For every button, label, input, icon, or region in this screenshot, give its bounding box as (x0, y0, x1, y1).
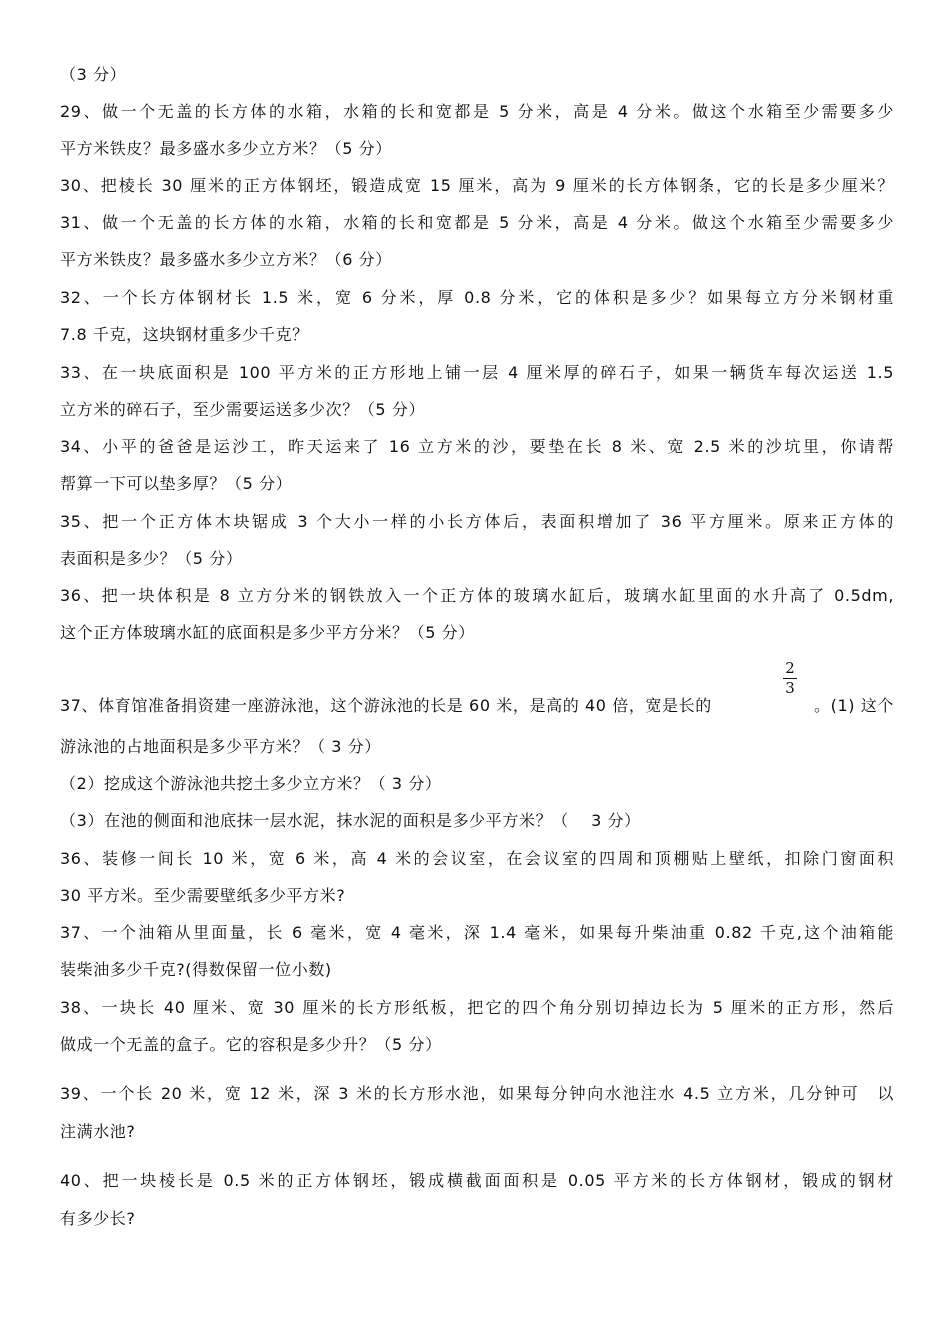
text-line: 38、一块长 40 厘米、宽 30 厘米的长方形纸板，把它的四个角分别切掉边长为 5 厘米的正方形，然后 (60, 998, 894, 1017)
text-line: 30、把棱长 30 厘米的正方体钢坯，锻造成宽 15 厘米，高为 9 厘米的长方体钢条，它的长是多少厘米？ (60, 176, 894, 195)
text-line: 装柴油多少千克?(得数保留一位小数) (60, 960, 332, 979)
fraction-denominator: 3 (785, 679, 795, 697)
text-line: 7.8 千克，这块钢材重多少千克？ (60, 325, 309, 344)
text-line: 30 平方米。至少需要壁纸多少平方米? (60, 886, 346, 905)
text-line: 这个正方体玻璃水缸的底面积是多少平方分米？（5 分） (60, 623, 475, 642)
text-line: 有多少长? (60, 1209, 136, 1228)
text-line: 31、做一个无盖的长方体的水箱，水箱的长和宽都是 5 分米，高是 4 分米。做这个水箱至少需要多少 (60, 213, 894, 232)
text-line: （2）挖成这个游泳池共挖土多少立方米？（ 3 分） (60, 774, 442, 793)
text-line: （3）在池的侧面和池底抹一层水泥，抹水泥的面积是多少平方米？（ 3 分） (60, 811, 641, 830)
text-line: 立方米的碎石子，至少需要运送多少次？（5 分） (60, 400, 426, 419)
text-line: 36、装修一间长 10 米，宽 6 米，高 4 米的会议室，在会议室的四周和顶棚贴上壁纸，扣除门窗面积 (60, 849, 894, 868)
text-line: 39、一个长 20 米，宽 12 米，深 3 米的长方形水池，如果每分钟向水池注水 4.5 立方米，几分钟可 以 (60, 1084, 894, 1103)
text-line: 37、体育馆准备捐资建一座游泳池，这个游泳池的长是 60 米，是高的 40 倍，宽是长的 (60, 696, 712, 715)
text-line: 表面积是多少？（5 分） (60, 549, 243, 568)
text-line: 37、一个油箱从里面量，长 6 毫米，宽 4 毫米，深 1.4 毫米，如果每升柴油重 0.82 千克,这个油箱能 (60, 923, 894, 942)
fraction-numerator: 2 (785, 659, 795, 677)
text-line: 做成一个无盖的盒子。它的容积是多少升？（5 分） (60, 1035, 442, 1054)
text-line: 34、小平的爸爸是运沙工，昨天运来了 16 立方米的沙，要垫在长 8 米、宽 2.5 米的沙坑里，你请帮 (60, 437, 894, 456)
text-line: （3 分） (60, 65, 127, 84)
text-line: 帮算一下可以垫多厚？（5 分） (60, 474, 293, 493)
text-line: 注满水池? (60, 1122, 136, 1141)
text-line: 33、在一块底面积是 100 平方米的正方形地上铺一层 4 厘米厚的碎石子，如果一辆货车每次运送 1.5 (60, 363, 894, 382)
text-line: 36、把一块体积是 8 立方分米的钢铁放入一个正方体的玻璃水缸后，玻璃水缸里面的水升高了 0.5dm, (60, 586, 894, 605)
text-line: 40、把一块棱长是 0.5 米的正方体钢坯，锻成横截面面积是 0.05 平方米的长方体钢材，锻成的钢材 (60, 1171, 894, 1190)
text-line: 32、一个长方体钢材长 1.5 米，宽 6 分米，厚 0.8 分米，它的体积是多少？如果每立方分米钢材重 (60, 288, 894, 307)
text-line: 。(1) 这个 (814, 696, 894, 715)
text-line: 平方米铁皮？最多盛水多少立方米？（5 分） (60, 139, 392, 158)
text-line: 游泳池的占地面积是多少平方米？（ 3 分） (60, 737, 381, 756)
text-line: 平方米铁皮？最多盛水多少立方米？（6 分） (60, 250, 392, 269)
fraction-two-thirds (780, 660, 800, 697)
text-line: 35、把一个正方体木块锯成 3 个大小一样的小长方体后，表面积增加了 36 平方厘米。原来正方体的 (60, 512, 894, 531)
text-line: 29、做一个无盖的长方体的水箱，水箱的长和宽都是 5 分米，高是 4 分米。做这个水箱至少需要多少 (60, 102, 894, 121)
